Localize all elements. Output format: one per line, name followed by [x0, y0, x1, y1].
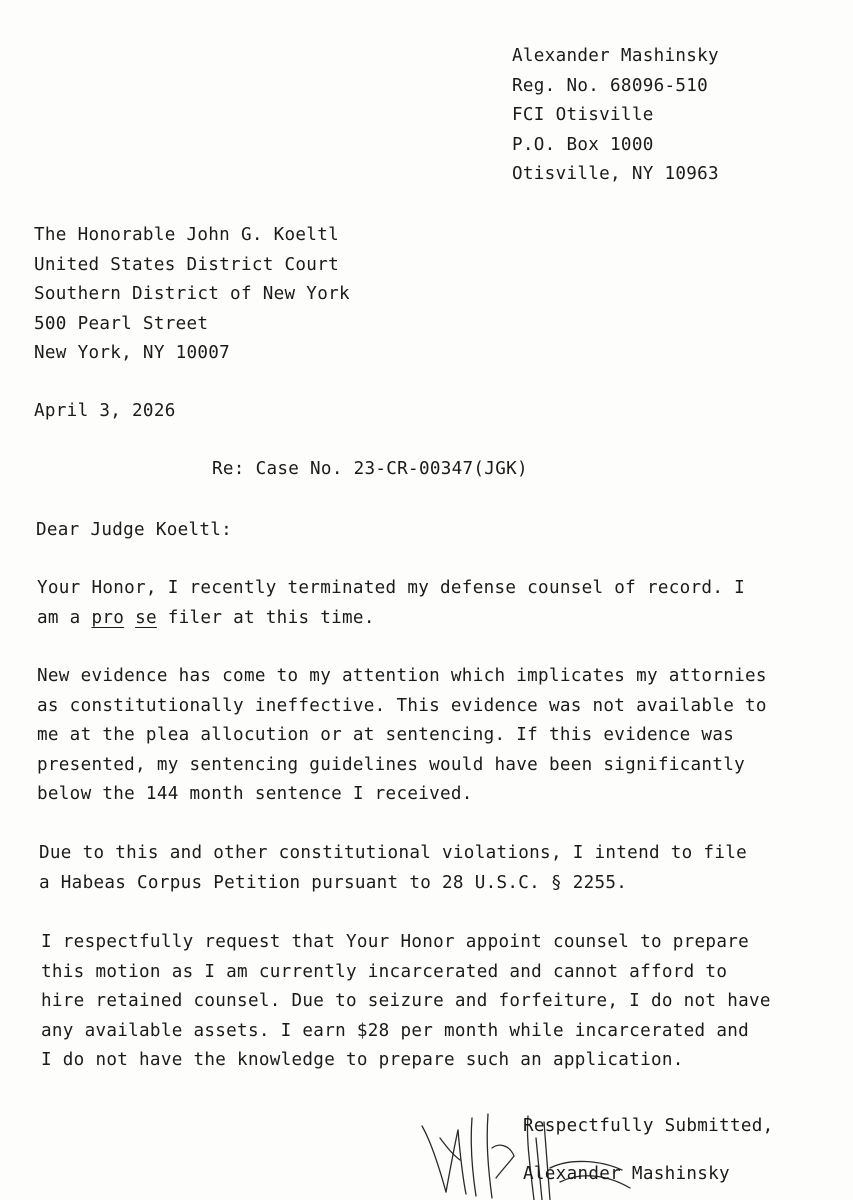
sender-city-state-zip: Otisville, NY 10963 — [512, 164, 719, 184]
paragraph-line: Due to this and other constitutional violations, I intend to file — [39, 843, 748, 863]
sender-address — [512, 42, 719, 190]
paragraph-line: presented, my sentencing guidelines would have been significantly — [37, 754, 746, 775]
text-run: filer at this time. — [156, 607, 375, 628]
recipient-court: United States District Court — [34, 254, 339, 275]
paragraph-line: hire retained counsel. Due to seizure and forfeiture, I do not have — [41, 991, 771, 1011]
sender-name: Alexander Mashinsky — [512, 46, 719, 66]
body-paragraph-4 — [41, 928, 771, 1076]
paragraph-line: a Habeas Corpus Petition pursuant to 28 U.S.C. § 2255. — [39, 872, 628, 893]
sender-reg-number: Reg. No. 68096-510 — [512, 75, 709, 96]
valediction: Respectfully Submitted, — [523, 1116, 774, 1136]
paragraph-line: I do not have the knowledge to prepare such an application. — [41, 1050, 684, 1070]
text-run — [124, 608, 135, 628]
recipient-name: The Honorable John G. Koeltl — [34, 225, 339, 245]
body-paragraph-2 — [37, 662, 767, 810]
text-run: am a — [37, 607, 92, 628]
recipient-street: 500 Pearl Street — [34, 313, 209, 334]
recipient-district: Southern District of New York — [34, 284, 350, 304]
closing-block — [523, 1102, 774, 1198]
paragraph-line: me at the plea allocution or at sentencing. If this evidence was — [37, 725, 735, 745]
salutation: Dear Judge Koeltl: — [36, 520, 233, 540]
re-line: Re: Case No. 23-CR-00347(JGK) — [212, 459, 528, 479]
paragraph-line: New evidence has come to my attention which implicates my attornies — [37, 666, 767, 686]
recipient-city-state-zip: New York, NY 10007 — [34, 343, 231, 363]
body-paragraph-1 — [37, 574, 745, 633]
pro-se-underlined-se: se — [135, 607, 157, 628]
signer-name: Alexander Mashinsky — [523, 1164, 730, 1184]
letter-date: April 3, 2026 — [34, 401, 176, 421]
sender-facility: FCI Otisville — [512, 105, 654, 125]
paragraph-line: as constitutionally ineffective. This evidence was not available to — [37, 695, 767, 716]
paragraph-line: any available assets. I earn $28 per month while incarcerated and — [41, 1020, 750, 1041]
paragraph-line: Your Honor, I recently terminated my defense counsel of record. I — [37, 578, 746, 598]
paragraph-line — [37, 604, 745, 634]
sender-po-box: P.O. Box 1000 — [512, 134, 654, 155]
paragraph-line: this motion as I am currently incarcerated and cannot afford to — [41, 961, 728, 982]
pro-se-underlined-pro: pro — [91, 607, 125, 628]
paragraph-line: below the 144 month sentence I received. — [37, 784, 473, 804]
recipient-address — [34, 221, 350, 369]
body-paragraph-3 — [39, 839, 747, 898]
paragraph-line: I respectfully request that Your Honor appoint counsel to prepare — [41, 932, 750, 952]
